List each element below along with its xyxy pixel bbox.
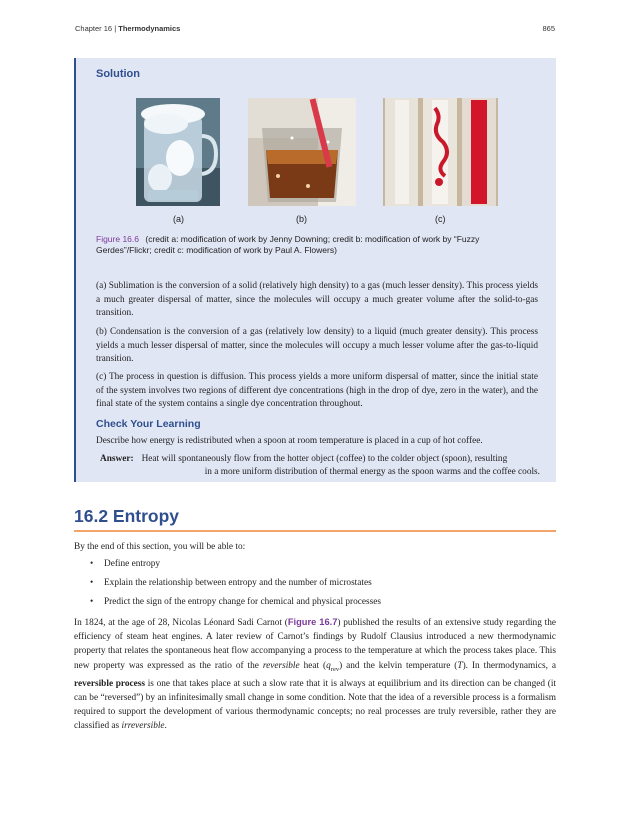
solution-box <box>74 58 556 482</box>
figure-caption <box>96 234 536 256</box>
check-learning-title: Check Your Learning <box>96 418 201 430</box>
running-head: Chapter 16 | Thermodynamics <box>75 24 181 33</box>
figure-b-image <box>248 98 356 206</box>
caption-text: (credit a: modification of work by Jenny Downing; credit b: modification of work by “Fuzzy Gerdes”/Flickr; credit c: modification of work by Paul A. Flowers) <box>96 234 480 255</box>
page-number: 865 <box>542 24 555 33</box>
solution-paragraph-b: (b) Condensation is the conversion of a gas (relatively low density) to a liquid (much greater density). This process yields a much lesser dispersal of matter, since the molecules will occupy a much lesser volume after the gas-to-liquid transition. <box>96 327 538 365</box>
answer <box>100 453 540 479</box>
learning-objectives-intro: By the end of this section, you will be able to: <box>74 542 246 552</box>
key-term: reversible process <box>74 678 146 689</box>
figure-number[interactable]: Figure 16.6 <box>96 234 139 244</box>
list-item: • Explain the relationship between entropy and the number of microstates <box>90 578 381 597</box>
learning-objectives-list <box>90 559 381 616</box>
figure-link[interactable]: Figure 16.7 <box>287 617 338 627</box>
answer-line-2: in a more uniform distribution of thermal energy as the spoon warms and the coffee cools. <box>204 467 540 477</box>
figure-label-b: (b) <box>296 214 307 224</box>
list-item: • Predict the sign of the entropy change for chemical and physical processes <box>90 597 381 616</box>
answer-label: Answer: <box>100 454 134 464</box>
section-divider <box>74 530 556 532</box>
check-question: Describe how energy is redistributed when a spoon at room temperature is placed in a cup of hot coffee. <box>96 436 483 446</box>
body-paragraph: In 1824, at the age of 28, Nicolas Léonard Sadi Carnot (Figure 16.7) published the results of an extensive study regarding the efficiency of steam heat engines. A later review of Carnot’s findings by Rudolf Clausius introduced a new thermodynamic property that relates the spontaneous heat flow accompanying a process to the temperature at which the process takes place. This new property was expressed as the ratio of the reversible heat $(q_{rev})$ and the kelvin temperature (T). In thermodynamics, a reversible process is one that takes place at such a slow rate that it is always at equilibrium and its direction can be changed (it can be “reversed”) by an infinitesimally small change in some condition. Note that the idea of a reversible process is a formalism required to support the development of various thermodynamic concepts; no real processes are truly reversible, rather they are classified as irreversible. <box>74 617 556 732</box>
figure-label-a: (a) <box>173 214 184 224</box>
page-header <box>75 24 555 33</box>
answer-line-1: Heat will spontaneously flow from the hotter object (coffee) to the colder object (spoon), resulting <box>141 454 508 464</box>
list-item: • Define entropy <box>90 559 381 578</box>
solution-title: Solution <box>96 68 140 80</box>
figure-c-image <box>383 98 498 206</box>
solution-paragraph-a: (a) Sublimation is the conversion of a solid (relatively high density) to a gas (much lesser density). This process yields a much greater dispersal of matter, since the molecules will occupy a much greater volume after the solid-to-gas transition. <box>96 281 538 319</box>
section-title: 16.2 Entropy <box>74 506 180 526</box>
figure-a-image <box>136 98 220 206</box>
solution-paragraph-c: (c) The process in question is diffusion. This process yields a more uniform dispersal of matter, since the initial state of the system involves two regions of different dye concentrations (high in the drop of dye, zero in the water), and the final state of the system contains a single dye concentration throughout. <box>96 372 538 410</box>
figure-label-c: (c) <box>435 214 446 224</box>
